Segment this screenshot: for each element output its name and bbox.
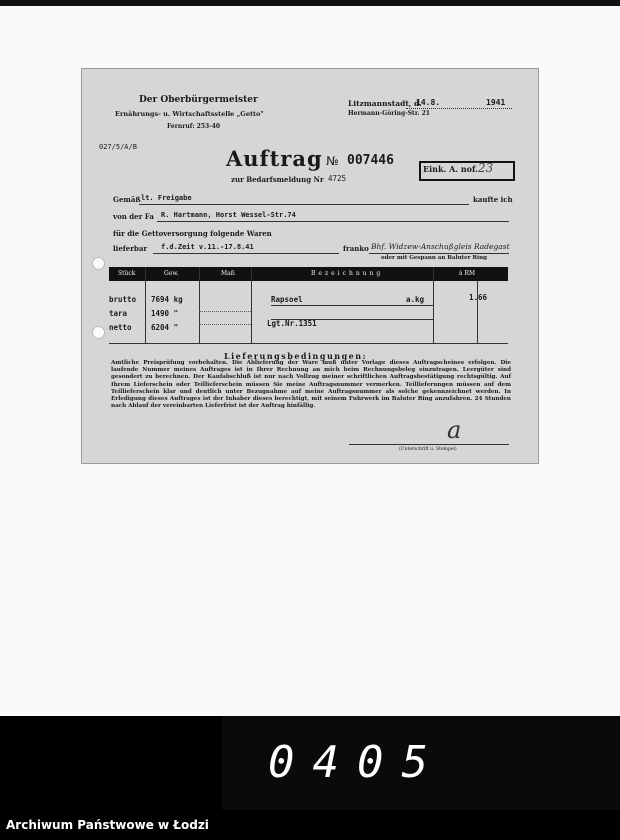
von-label: von der Fa xyxy=(113,212,154,221)
number-prefix: № xyxy=(326,154,339,168)
col-stueck: Stück xyxy=(118,270,136,277)
gemass-line xyxy=(139,204,469,205)
row-label: brutto xyxy=(109,295,137,304)
franko-value: Bhf. Widzew-Anschußgleis Radegast xyxy=(371,242,510,251)
conditions-text: Amtliche Preisprüfung vorbehalten. Die Ablieferung der Ware muß unter Vorlage dieses Auftragscheines erfolgen. Die laufende Nummer meines Auftrages ist in Ihrer Rechnung an mich beim Rechnungsbeleg einzutragen. Leergüter sind gesondert zu berechnen. Der Kaufabschluß ist nur nach Vollzug meiner schriftlichen Auftragsbestätigung rechtsgültig. Auf Ihrem Lieferschein oder Teillieferschein müssen Sie meine Auftragsnummer vermerken. Teillieferungen müssen auf dem Teillieferschein klar und deutlich unter Bezugnahme auf meine Auftragsnummer als solche gekennzeichnet werden. In Erledigung dieses Auftrages ist der Inhaber dieses berechtigt, mit seinem Fuhrwerk im Baluter Ring anzufahren. 24 Stunden nach Ablauf der vereinbarten Lieferfrist ist der Auftrag hinfällig. xyxy=(111,360,511,410)
archive-name: Archiwum Państwowe w Łodzi xyxy=(6,818,209,832)
eink-value: 23 xyxy=(478,161,494,175)
frame-counter: 0405 xyxy=(268,737,446,788)
row-price: 1.66 xyxy=(469,293,488,302)
conditions-title: Lieferungsbedingungen: xyxy=(224,351,368,361)
col-bezeichnung: Bezeichnung xyxy=(311,270,384,277)
col-mass: Maß xyxy=(221,270,235,277)
liefer-line xyxy=(153,253,339,254)
liefer-label: lieferbar xyxy=(113,244,148,253)
film-edge xyxy=(0,0,620,6)
document-title: Auftrag xyxy=(226,146,323,171)
signature-label: (Unterschrift u. Stempel) xyxy=(399,447,457,452)
col-price: à RM xyxy=(459,270,476,277)
phone: Fernruf: 253-40 xyxy=(167,123,221,130)
order-number: 007446 xyxy=(347,153,394,168)
issuer: Der Oberbürgermeister xyxy=(139,95,258,105)
subtitle-label: zur Bedarfsmeldung Nr xyxy=(231,175,324,184)
signature-line xyxy=(349,444,509,445)
row-unit: a.kg xyxy=(406,295,425,304)
liefer-value: f.d.Zeit v.11.-17.8.41 xyxy=(161,243,254,251)
order-document xyxy=(81,68,539,464)
kaufte-label: kaufte ich xyxy=(473,195,513,204)
row-weight: 6204 " xyxy=(151,323,179,332)
row-label: tara xyxy=(109,309,128,318)
place-label: Litzmannstadt, d. xyxy=(348,99,422,108)
row-label: netto xyxy=(109,323,132,332)
franko-line xyxy=(369,253,509,254)
punch-hole xyxy=(93,258,104,269)
year-value: 1941 xyxy=(486,98,506,107)
date-value: 14.8. xyxy=(416,98,441,107)
subtitle-value: 4725 xyxy=(328,174,347,183)
von-line xyxy=(157,221,509,222)
row-weight: 7694 kg xyxy=(151,295,183,304)
row-description: Rapsoel xyxy=(271,295,303,304)
eink-label: Eink. A. nof. xyxy=(423,164,478,174)
office: Ernährungs- u. Wirtschaftsstelle „Getto" xyxy=(115,110,264,118)
gemass-label: Gemäß xyxy=(113,195,141,204)
row-weight: 1490 " xyxy=(151,309,179,318)
fuer-text: für die Gettoversorgung folgende Waren xyxy=(113,229,272,238)
gemass-value: lt. Freigabe xyxy=(141,194,192,202)
date-line xyxy=(406,108,512,109)
oder-text: oder mit Gespann an Baluter Ring xyxy=(381,255,487,261)
von-value: R. Hartmann, Horst Wessel-Str.74 xyxy=(161,211,296,219)
franko-label: franko xyxy=(343,244,369,253)
reference-number: 027/5/A/B xyxy=(99,143,137,151)
row-description: Lgt.Nr.1351 xyxy=(267,319,317,328)
punch-hole xyxy=(93,327,104,338)
signature-mark: a xyxy=(447,416,462,444)
col-gew: Gew. xyxy=(164,270,179,277)
street: Hermann-Göring-Str. 21 xyxy=(348,110,430,117)
